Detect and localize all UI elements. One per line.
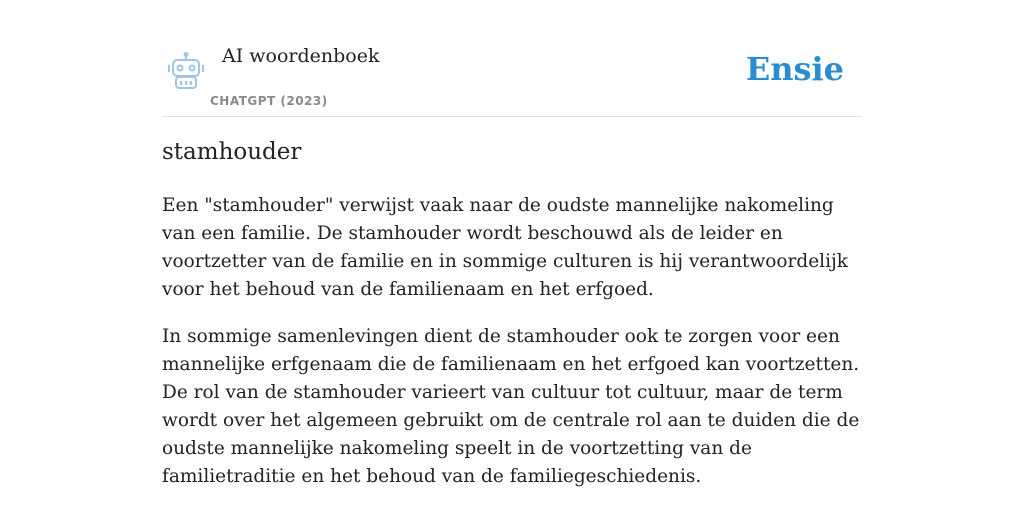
robot-icon xyxy=(166,52,206,90)
definition-paragraph: In sommige samenlevingen dient de stamhouder ook te zorgen voor een mannelijke erfgenaam die de familienaam en het erfgoed kan voortzetten. De rol van de stamhouder varieert van cultuur tot cultuur, maar de term wordt over het algemeen gebruikt om de centrale rol aan te duiden die de oudste mannelijke nakomeling speelt in de voortzetting van de familietraditie en het behoud van de familiegeschiedenis. xyxy=(162,326,860,487)
definition-paragraph: Een "stamhouder" verwijst vaak naar de oudste mannelijke nakomeling van een familie. De stamhouder wordt beschouwd als de leider en voortzetter van de familie en in sommige culturen is hij verantwoordelijk voor het behoud van de familienaam en het erfgoed. xyxy=(162,195,848,300)
entry-card xyxy=(162,0,862,512)
entry-definition xyxy=(162,192,862,510)
brand-logo[interactable]: Ensie xyxy=(745,50,844,88)
source-meta: CHATGPT (2023) xyxy=(210,94,328,108)
entry-term: stamhouder xyxy=(162,139,302,165)
source-name[interactable]: AI woordenboek xyxy=(222,45,380,67)
entry-header xyxy=(162,0,862,117)
